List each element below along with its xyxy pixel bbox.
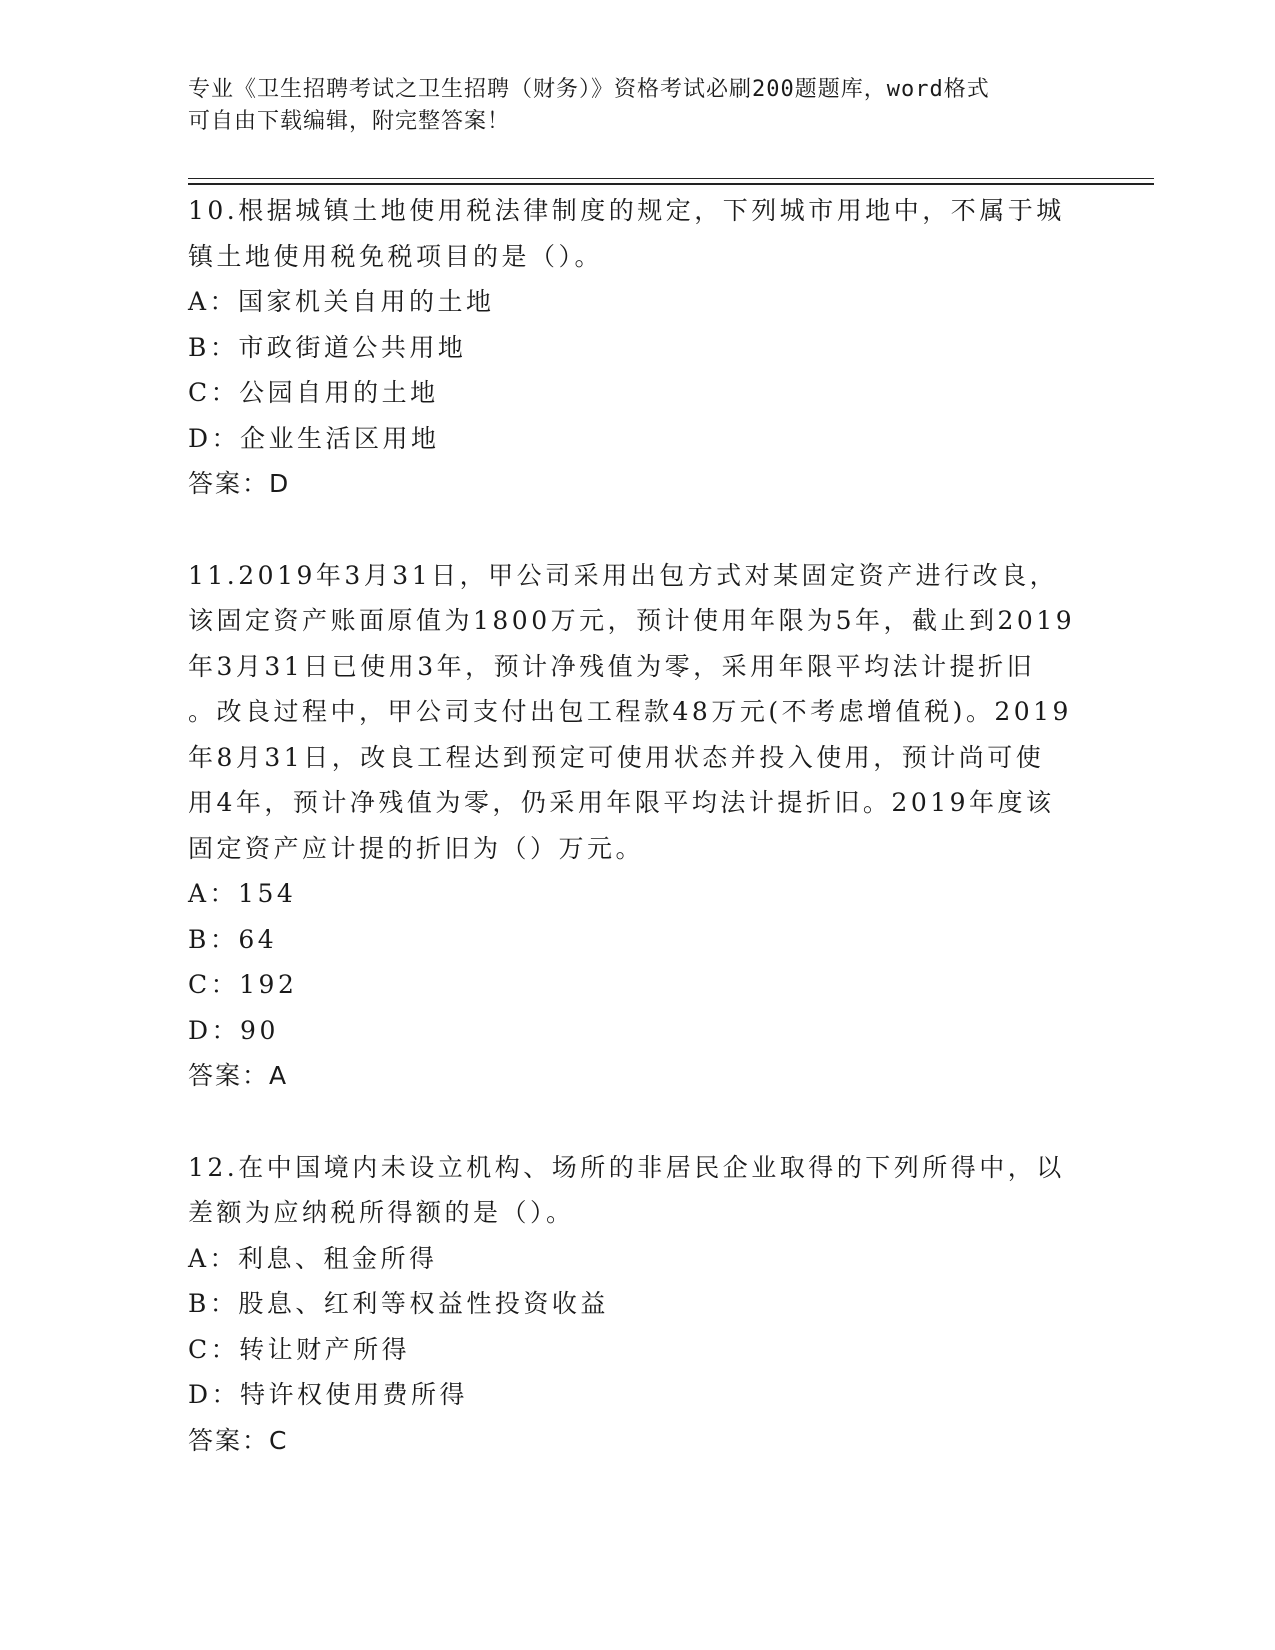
question-text-line: 固定资产应计提的折旧为（）万元。 (188, 833, 645, 863)
option-c: C：公园自用的土地 (188, 378, 439, 407)
header-line-2: 可自由下载编辑，附完整答案！ (188, 109, 511, 134)
header-divider-thin (188, 178, 1154, 179)
question-12 (188, 1145, 1088, 1464)
question-text-line: 用4年，预计净残值为零，仍采用年限平均法计提折旧。2019年度该 (188, 788, 1055, 817)
question-10 (188, 188, 1088, 507)
question-text-line: 11.2019年3月31日，甲公司采用出包方式对某固定资产进行改良， (188, 560, 1059, 590)
option-a: A：利息、租金所得 (188, 1243, 438, 1273)
question-text-line: 12.在中国境内未设立机构、场所的非居民企业取得的下列所得中，以 (188, 1152, 1065, 1182)
option-d: D：企业生活区用地 (188, 423, 440, 453)
question-text-line: 年3月31日已使用3年，预计净残值为零，采用年限平均法计提折旧 (188, 651, 1036, 681)
header-line-1: 专业《卫生招聘考试之卫生招聘（财务）》资格考试必刷200题题库，word格式 (188, 77, 990, 102)
question-text-line: 该固定资产账面原值为1800万元，预计使用年限为5年，截止到2019 (188, 606, 1076, 635)
question-text-line: 10.根据城镇土地使用税法律制度的规定，下列城市用地中，不属于城 (188, 196, 1065, 225)
question-spacer (188, 1099, 1088, 1145)
question-list (188, 188, 1088, 1463)
question-text-line: 差额为应纳税所得额的是（）。 (188, 1198, 575, 1227)
option-b: B：64 (188, 924, 278, 954)
option-c: C：192 (188, 970, 298, 999)
question-spacer (188, 507, 1088, 553)
question-11 (188, 553, 1088, 1099)
header-divider-thick (188, 183, 1154, 185)
question-text-line: 。改良过程中，甲公司支付出包工程款48万元(不考虑增值税)。2019 (188, 697, 1072, 726)
question-text-line: 镇土地使用税免税项目的是（）。 (188, 241, 604, 271)
answer-label: 答案：A (188, 1061, 289, 1090)
option-d: D：特许权使用费所得 (188, 1380, 469, 1409)
option-a: A：154 (188, 879, 297, 908)
option-b: B：股息、红利等权益性投资收益 (188, 1289, 609, 1318)
option-c: C：转让财产所得 (188, 1334, 411, 1364)
document-header (188, 74, 1088, 138)
option-d: D：90 (188, 1015, 279, 1045)
option-b: B：市政街道公共用地 (188, 332, 467, 362)
answer-label: 答案：C (188, 1425, 289, 1455)
option-a: A：国家机关自用的土地 (188, 287, 495, 316)
question-text-line: 年8月31日，改良工程达到预定可使用状态并投入使用，预计尚可使 (188, 742, 1045, 772)
answer-label: 答案：D (188, 469, 291, 498)
